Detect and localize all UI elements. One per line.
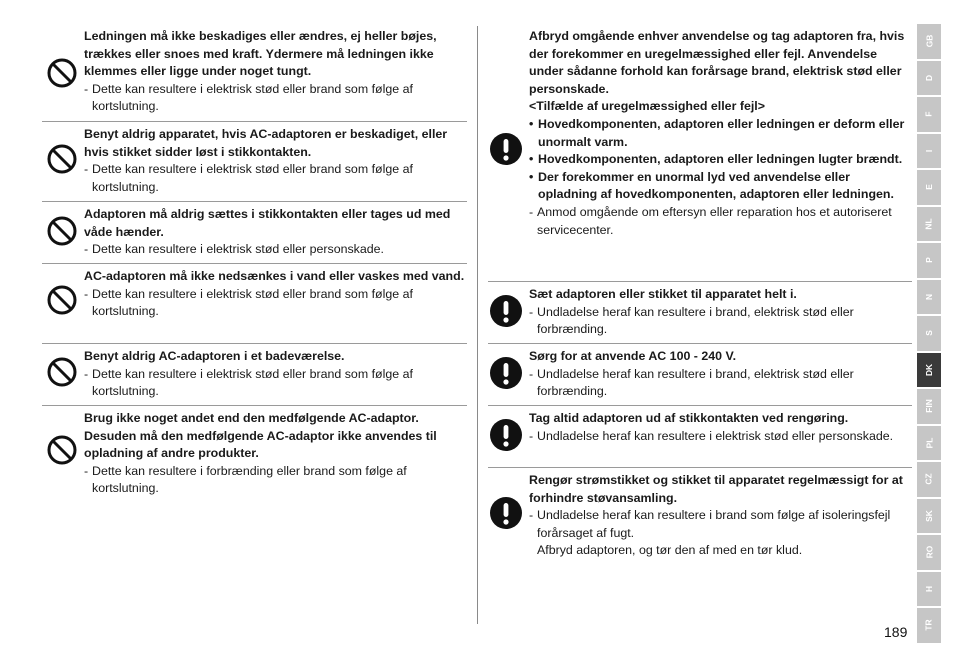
language-tab-e[interactable]: E [917,170,941,205]
mandatory-icon [490,419,522,451]
caution-entry [488,344,912,406]
warning-entry [42,406,467,502]
language-tab-tr[interactable]: TR [917,608,941,643]
caution-entry [488,282,912,344]
caution-subheading: <Tilfælde af uregelmæssighed eller fejl> [529,99,765,114]
warning-note: - Dette kan resultere i elektrisk stød eller personskade. [84,241,465,259]
language-tab-sk[interactable]: SK [917,499,941,534]
language-tab-nl[interactable]: NL [917,207,941,242]
warning-entry [42,264,467,344]
prohibition-icon [46,143,78,175]
language-tab-ro[interactable]: RO [917,535,941,570]
caution-bullet: • Hovedkomponenten, adaptoren eller ledningen er deform eller unormalt varm. [529,116,910,151]
language-tab-d[interactable]: D [917,61,941,96]
warning-heading: Adaptoren må aldrig sættes i stikkontakten eller tages ud med våde hænder. [84,207,451,239]
language-tab-fin[interactable]: FIN [917,389,941,424]
warning-note: - Dette kan resultere i elektrisk stød eller brand som følge af kortslutning. [84,161,465,196]
warning-entry [42,202,467,264]
caution-bullet: • Hovedkomponenten, adaptoren eller ledningen lugter brændt. [529,151,910,169]
language-tab-cz[interactable]: CZ [917,462,941,497]
language-tabs [917,24,941,645]
caution-note: - Undladelse heraf kan resultere i elektrisk stød eller personskade. [529,428,910,446]
caution-heading: Afbryd omgående enhver anvendelse og tag adaptoren fra, hvis der forekommer en uregelmæssighed eller fejl. Anvendelse under sådanne forhold kan forårsage brand, elektrisk stød eller personskade. [529,29,905,96]
warning-entry [42,344,467,406]
mandatory-icon [490,295,522,327]
warning-heading: Benyt aldrig apparatet, hvis AC-adaptoren er beskadiget, eller hvis stikket sidder løst i stikkontakten. [84,127,448,159]
caution-heading: Tag altid adaptoren ud af stikkontakten ved rengøring. [529,411,849,425]
prohibition-icon [46,57,78,89]
language-tab-gb[interactable]: GB [917,24,941,59]
page-number: 189 [884,624,908,640]
warning-note: - Dette kan resultere i elektrisk stød eller brand som følge af kortslutning. [84,286,465,321]
caution-note: - Undladelse heraf kan resultere i brand som følge af isoleringsfejl forårsaget af fugt. [529,507,910,542]
warning-heading: AC-adaptoren må ikke nedsænkes i vand eller vaskes med vand. [84,269,465,283]
prohibition-icon [46,284,78,316]
caution-entry [488,28,912,282]
column-divider [477,26,478,624]
warning-entry [42,122,467,202]
caution-heading: Sæt adaptoren eller stikket til apparatet helt i. [529,287,797,301]
mandatory-icon [490,133,522,165]
language-tab-i[interactable]: I [917,134,941,169]
right-column [488,28,912,568]
language-tab-pl[interactable]: PL [917,426,941,461]
warning-note: - Dette kan resultere i elektrisk stød eller brand som følge af kortslutning. [84,366,465,401]
warning-heading: Benyt aldrig AC-adaptoren i et badeværelse. [84,349,345,363]
warning-note: - Dette kan resultere i elektrisk stød eller brand som følge af kortslutning. [84,81,465,116]
caution-entry [488,468,912,568]
prohibition-icon [46,356,78,388]
caution-note: - Undladelse heraf kan resultere i brand, elektrisk stød eller forbrænding. [529,304,910,339]
caution-note: - Anmod omgående om eftersyn eller reparation hos et autoriseret servicecenter. [529,204,910,239]
warning-heading: Ledningen må ikke beskadiges eller ændres, ej heller bøjes, trækkes eller snoes med kraft. Ydermere må ledningen ikke klemmes eller ligge under noget tungt. [84,29,437,79]
caution-bullet: • Der forekommer en unormal lyd ved anvendelse eller opladning af hovedkomponenten, adaptoren eller ledningen. [529,169,910,204]
left-column [42,28,467,502]
prohibition-icon [46,215,78,247]
caution-entry [488,406,912,468]
warning-note: - Dette kan resultere i forbrænding eller brand som følge af kortslutning. [84,463,465,498]
warning-entry [42,28,467,122]
prohibition-icon [46,434,78,466]
language-tab-dk[interactable]: DK [917,353,941,388]
language-tab-n[interactable]: N [917,280,941,315]
language-tab-f[interactable]: F [917,97,941,132]
caution-continuation: Afbryd adaptoren, og tør den af med en tør klud. [537,543,803,558]
warning-heading: Brug ikke noget andet end den medfølgende AC-adaptor. Desuden må den medfølgende AC-adaptor ikke anvendes til opladning af andre produkter. [84,411,437,461]
language-tab-p[interactable]: P [917,243,941,278]
mandatory-icon [490,497,522,529]
mandatory-icon [490,357,522,389]
caution-note: - Undladelse heraf kan resultere i brand, elektrisk stød eller forbrænding. [529,366,910,401]
language-tab-s[interactable]: S [917,316,941,351]
language-tab-h[interactable]: H [917,572,941,607]
caution-heading: Rengør strømstikket og stikket til apparatet regelmæssigt for at forhindre støvansamling. [529,473,903,505]
caution-heading: Sørg for at anvende AC 100 - 240 V. [529,349,737,363]
